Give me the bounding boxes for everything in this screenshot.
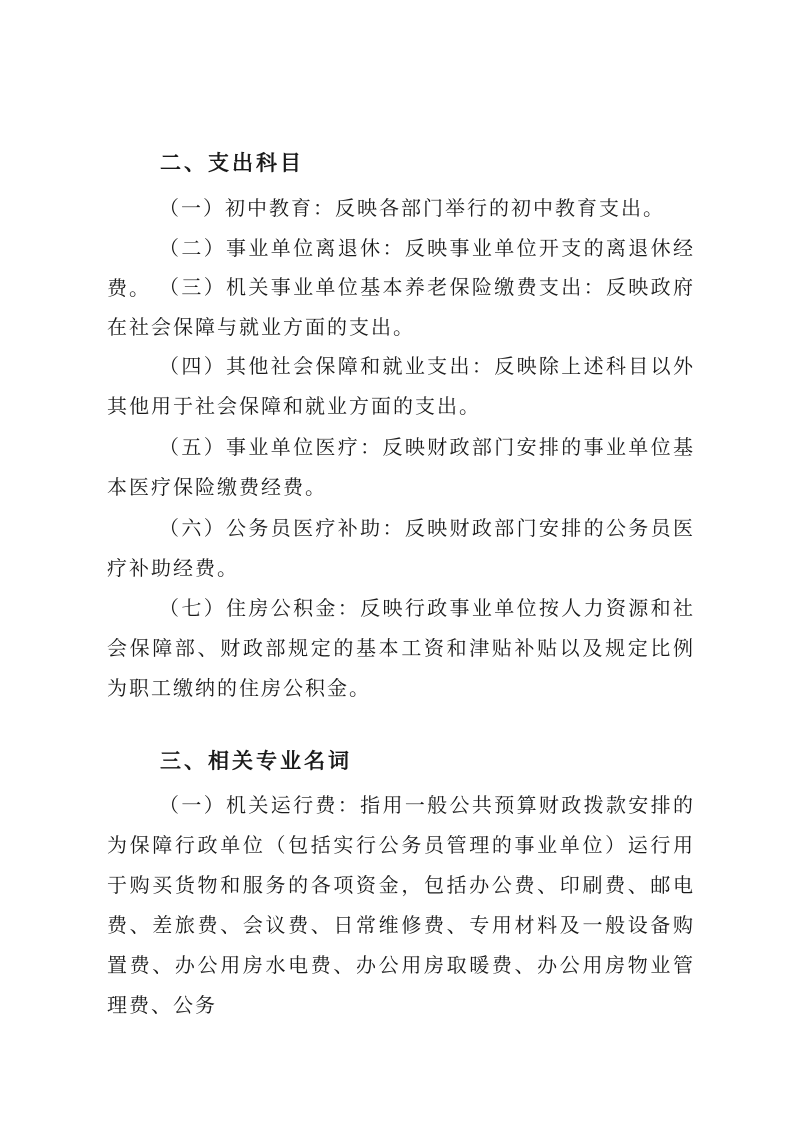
section-2-item-3: （三）机关事业单位基本养老保险缴费支出：反映政府在社会保障与就业方面的支出。 (107, 275, 695, 339)
section-3-item-1: （一）机关运行费：指用一般公共预算财政拨款安排的为保障行政单位（包括实行公务员管理的事业单位）运行用于购买货物和服务的各项资金，包括办公费、印刷费、邮电费、差旅费、会议费、日常维修费、专用材料及一般设备购置费、办公用房水电费、办公用房取暖费、办公用房物业管理费、公务 (107, 793, 695, 1017)
section-2-item-7: （七）住房公积金：反映行政事业单位按人力资源和社会保障部、财政部规定的基本工资和津贴补贴以及规定比例为职工缴纳的住房公积金。 (107, 596, 695, 700)
section-2-item-5: （五）事业单位医疗：反映财政部门安排的事业单位基本医疗保险缴费经费。 (107, 435, 695, 499)
section-2-heading: 二、支出科目 (160, 151, 304, 175)
section-2-item-6: （六）公务员医疗补助：反映财政部门安排的公务员医疗补助经费。 (107, 516, 695, 580)
section-2-item-2: （二）事业单位离退休：反映事业单位开支的离退休经费。 (107, 236, 695, 300)
section-2-item-1: （一）初中教育：反映各部门举行的初中教育支出。 (159, 196, 665, 220)
section-2-item-4: （四）其他社会保障和就业支出：反映除上述科目以外其他用于社会保障和就业方面的支出。 (107, 354, 695, 418)
section-3-heading: 三、相关专业名词 (160, 749, 352, 773)
